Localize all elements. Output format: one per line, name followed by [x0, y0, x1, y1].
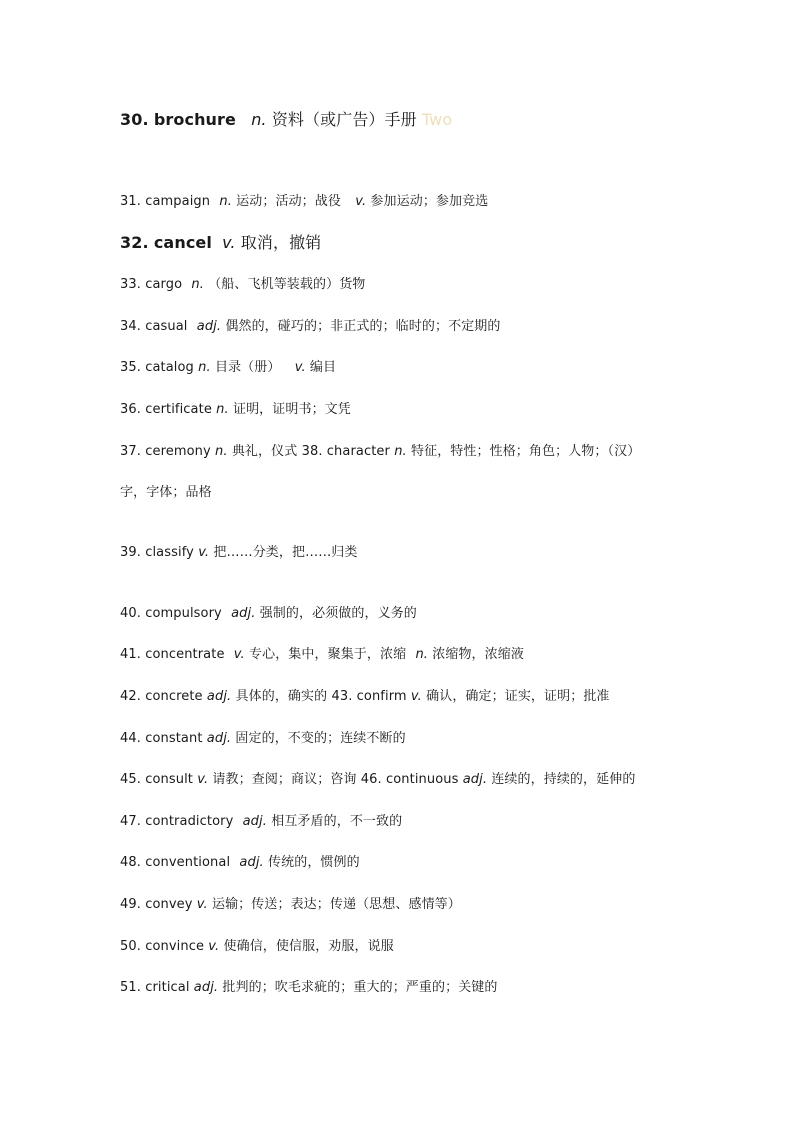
entry-number: 42.	[120, 689, 141, 704]
definition: 专心，集中，聚集于，浓缩	[249, 647, 407, 662]
definition: 运输；传送；表达；传递（思想、感情等）	[211, 897, 461, 912]
entry-number: 31.	[120, 194, 141, 209]
part-of-speech: n.	[191, 277, 204, 292]
part-of-speech: v.	[196, 897, 208, 912]
entry-word: campaign	[145, 194, 211, 209]
definition: 把……分类，把……归类	[213, 545, 358, 560]
entry-31	[120, 190, 488, 209]
part-of-speech: v.	[197, 772, 209, 787]
definition: 固定的，不变的；连续不断的	[235, 731, 406, 746]
part-of-speech: v.	[233, 647, 245, 662]
entry-number: 35.	[120, 360, 141, 375]
entry-41	[120, 643, 524, 662]
part-of-speech: v.	[208, 939, 220, 954]
definition: 特征，特性；性格；角色；人物；（汉）	[411, 444, 641, 459]
entry-number: 41.	[120, 647, 141, 662]
definition: 具体的，确实的	[235, 689, 328, 704]
entry-word: convince	[145, 939, 205, 954]
definition: 批判的；吹毛求疵的；重大的；严重的；关键的	[222, 980, 498, 995]
entry-50	[120, 935, 394, 954]
entry-word: classify	[145, 545, 194, 560]
part-of-speech: adj.	[206, 731, 232, 746]
entry-37-38	[120, 440, 640, 459]
entry-number: 37.	[120, 444, 141, 459]
entry-35	[120, 356, 336, 375]
entry-word: casual	[145, 319, 188, 334]
entry-48	[120, 851, 360, 870]
entry-word: constant	[145, 731, 203, 746]
entry-45-46	[120, 768, 635, 787]
entry-39	[120, 541, 358, 560]
definition: 强制的，必须做的，义务的	[259, 606, 417, 621]
definition: 资料（或广告）手册	[271, 110, 417, 129]
entry-number: 50.	[120, 939, 141, 954]
definition: 连续的，持续的，延伸的	[491, 772, 636, 787]
part-of-speech: adj.	[462, 772, 488, 787]
definition-2: 参加运动；参加竞选	[370, 194, 489, 209]
entry-38-continued	[120, 481, 212, 500]
entry-47	[120, 810, 402, 829]
part-of-speech: adj.	[239, 855, 264, 870]
entry-number: 32.	[120, 233, 149, 252]
entry-number: 33.	[120, 277, 141, 292]
definition-2: 浓缩物，浓缩液	[432, 647, 524, 662]
part-of-speech: n.	[251, 110, 267, 129]
entry-word: cancel	[153, 233, 212, 252]
part-of-speech: adj.	[196, 319, 222, 334]
entry-word: character	[326, 444, 390, 459]
part-of-speech: v.	[222, 233, 236, 252]
definition: 取消，撤销	[240, 233, 322, 252]
definition-continued: 字，字体；品格	[120, 485, 212, 500]
entry-number: 38.	[301, 444, 323, 459]
entry-number: 49.	[120, 897, 141, 912]
entry-number: 45.	[120, 772, 141, 787]
definition-2: 编目	[309, 360, 337, 375]
part-of-speech: adj.	[206, 689, 232, 704]
part-of-speech: n.	[219, 194, 232, 209]
entry-30	[120, 107, 452, 130]
entry-word: consult	[145, 772, 193, 787]
definition: 目录（册）	[214, 360, 281, 375]
part-of-speech: v.	[410, 689, 422, 704]
entry-44	[120, 727, 406, 746]
entry-number: 44.	[120, 731, 141, 746]
watermark-text: Two	[421, 110, 453, 129]
definition: 证明，证明书；文凭	[232, 402, 351, 417]
part-of-speech: adj.	[231, 606, 256, 621]
entry-word: brochure	[153, 110, 236, 129]
entry-word: cargo	[145, 277, 183, 292]
part-of-speech: adj.	[193, 980, 219, 995]
entry-40	[120, 602, 417, 621]
entry-number: 36.	[120, 402, 141, 417]
part-of-speech: n.	[216, 402, 229, 417]
entry-number: 40.	[120, 606, 141, 621]
part-of-speech-2: v.	[355, 194, 367, 209]
entry-number: 30.	[120, 110, 149, 129]
definition: 确认，确定；证实，证明；批准	[426, 689, 610, 704]
entry-36	[120, 398, 351, 417]
entry-42-43	[120, 685, 610, 704]
part-of-speech: v.	[198, 545, 210, 560]
entry-word: continuous	[385, 772, 459, 787]
part-of-speech: n.	[198, 360, 211, 375]
definition: 偶然的，碰巧的；非正式的；临时的；不定期的	[225, 319, 501, 334]
definition: 传统的，惯例的	[268, 855, 360, 870]
entry-word: catalog	[145, 360, 194, 375]
definition: 相互矛盾的，不一致的	[271, 814, 403, 829]
entry-number: 51.	[120, 980, 141, 995]
entry-33	[120, 273, 365, 292]
entry-word: compulsory	[145, 606, 222, 621]
part-of-speech: adj.	[242, 814, 267, 829]
entry-number: 47.	[120, 814, 141, 829]
entry-32	[120, 230, 321, 253]
definition: （船、飞机等装载的）货物	[208, 277, 366, 292]
entry-number: 39.	[120, 545, 141, 560]
entry-word: certificate	[145, 402, 212, 417]
entry-49	[120, 893, 461, 912]
definition: 运动；活动；战役	[236, 194, 341, 209]
entry-number: 43.	[331, 689, 353, 704]
definition: 使确信，使信服，劝服，说服	[223, 939, 394, 954]
entry-number: 46.	[360, 772, 382, 787]
entry-word: concrete	[145, 689, 203, 704]
part-of-speech: n.	[394, 444, 407, 459]
part-of-speech: n.	[215, 444, 228, 459]
entry-word: ceremony	[145, 444, 211, 459]
entry-34	[120, 315, 500, 334]
definition: 典礼，仪式	[231, 444, 298, 459]
entry-word: conventional	[145, 855, 231, 870]
entry-word: concentrate	[145, 647, 225, 662]
entry-word: confirm	[356, 689, 407, 704]
entry-word: convey	[145, 897, 193, 912]
part-of-speech-2: n.	[415, 647, 429, 662]
definition: 请教；查阅；商议；咨询	[212, 772, 357, 787]
entry-word: critical	[145, 980, 190, 995]
part-of-speech-2: v.	[294, 360, 306, 375]
entry-51	[120, 976, 498, 995]
entry-word: contradictory	[145, 814, 234, 829]
entry-number: 48.	[120, 855, 141, 870]
entry-number: 34.	[120, 319, 141, 334]
